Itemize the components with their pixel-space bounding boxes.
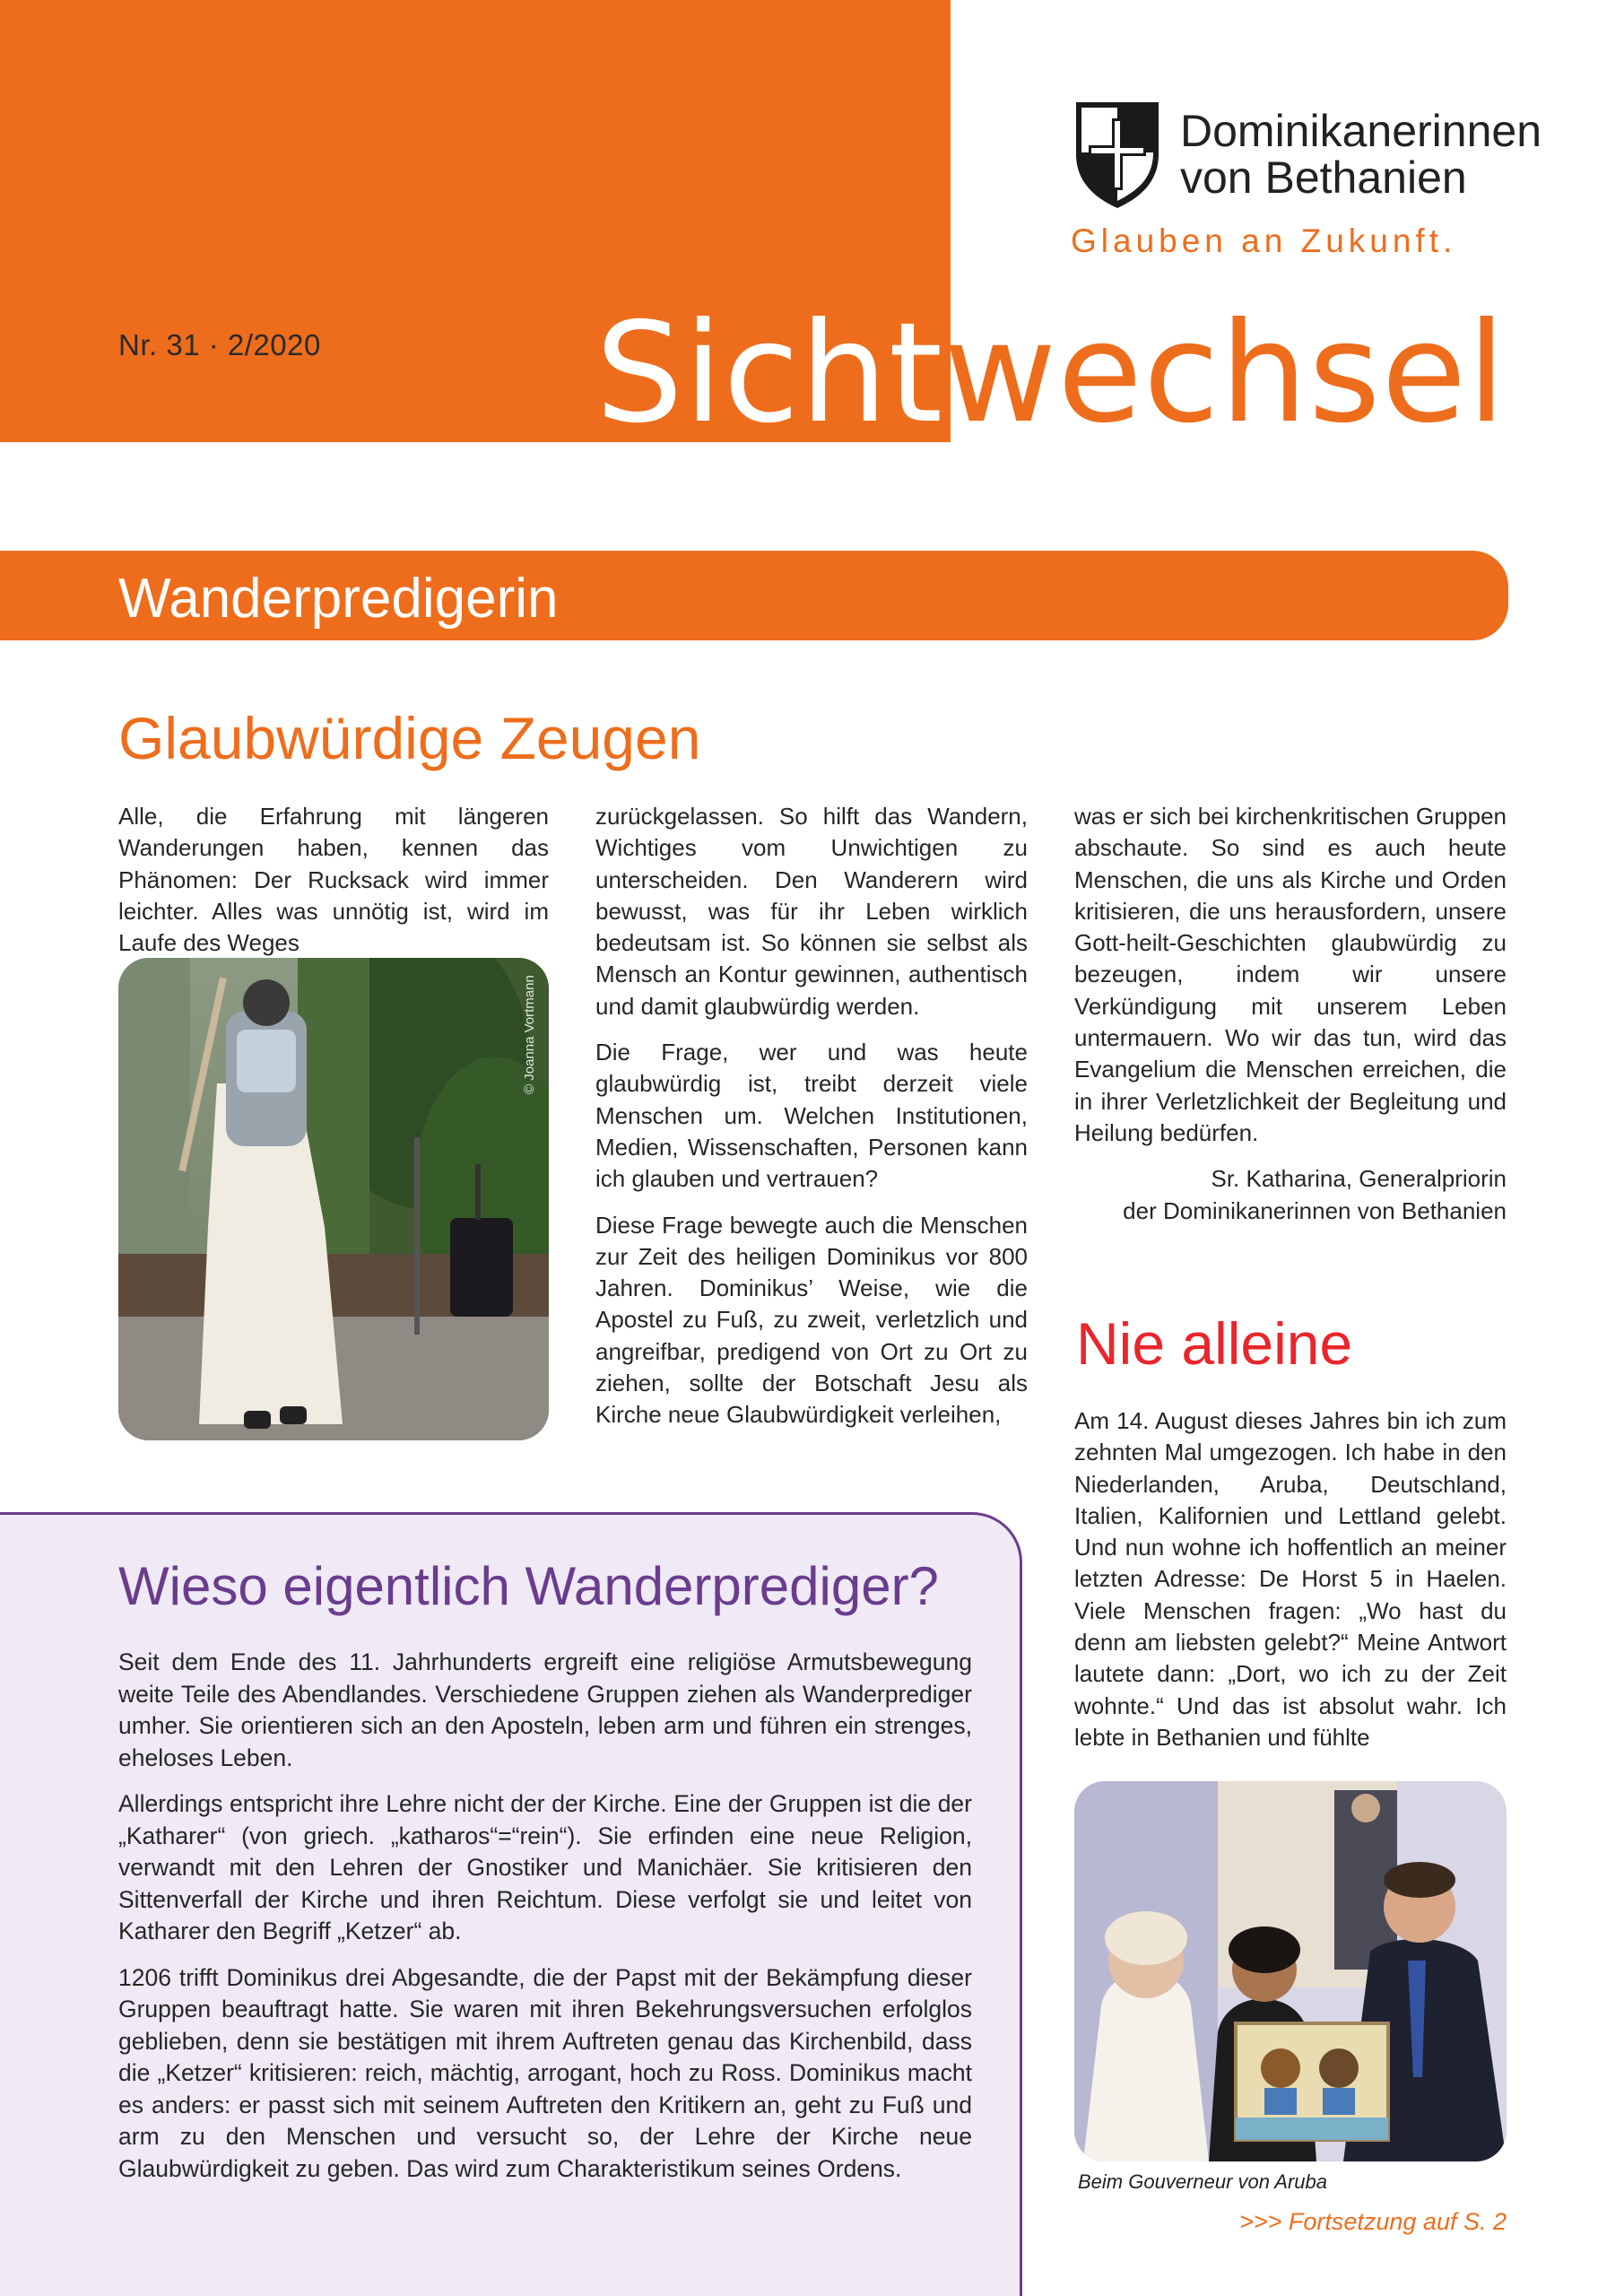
article-headline-wieso-wanderprediger: Wieso eigentlich Wanderprediger? — [118, 1556, 939, 1616]
article3-paragraph-2: Allerdings entspricht ihre Lehre nicht der der Kirche. Eine der Gruppen ist die der „Katharer“ (von griech. „katharos“=“rein“). Sie erfinden eine neue Religion, verwandt mit den Lehren der Gnostiker und Manichäer. Sie kritisieren den Sittenverfall der Kirche und ihren Reichtum. Diese verfolgt sie und leitet von Katharer den Begriff „Ketzer“ ab. — [118, 1790, 972, 1944]
article1-column-1 — [118, 801, 549, 973]
masthead-title — [595, 293, 1507, 454]
masthead-part-2: wechsel — [943, 293, 1507, 454]
photo-caption: Beim Gouverneur von Aruba — [1078, 2170, 1327, 2193]
article1-col2-paragraph-1: zurückgelassen. So hilft das Wandern, Wichtiges vom Unwichtigen zu unterscheiden. Den Wanderern wird bewusst, was für ihr Leben wirklich bedeutsam ist. So können sie selbst als Mensch an Kontur gewinnen, authentisch und damit glaubwürdig werden. — [595, 803, 1028, 1020]
article2-paragraph: Am 14. August dieses Jahres bin ich zum zehnten Mal umgezogen. Ich habe in den Niederlanden, Aruba, Deutschland, Italien, Kalifornien und Lettland gelebt. Und nun wohne ich hoffentlich an meiner letzten Adresse: De Horst 5 in Haelen. Viele Menschen fragen: „Wo hast du denn am liebsten gelebt?“ Meine Antwort lautete dann: „Dort, wo ich zu der Zeit wohnte.“ Und das ist absolut wahr. Ich lebte in Bethanien und fühlte — [1074, 1407, 1507, 1751]
article1-signature — [1074, 1163, 1507, 1227]
article3-paragraph-3: 1206 trifft Dominikus drei Abgesandte, die der Papst mit der Bekämpfung dieser Gruppen beauftragt hatte. Sie waren mit ihren Bekehrungsversuchen erfolglos geblieben, denn sie bestätigen mit ihrem Auftreten genau das Kirchenbild, dass die „Ketzer“ kritisieren: reich, mächtig, arrogant, hoch zu Ross. Dominikus macht es anders: er passt sich mit seinem Auftreten den Kritikern an, geht zu Fuß und arm zu den Menschen und versucht so, der Lehre der Kirche neue Glaubwürdigkeit zu geben. Das wird zum Charakteristikum seines Ordens. — [118, 1963, 972, 2182]
article1-col1-paragraph: Alle, die Erfahrung mit längeren Wanderungen haben, kennen das Phänomen: Der Rucksack wird immer leichter. Alles was unnötig ist, wird im Laufe des Weges — [118, 803, 549, 957]
signature-line-2: der Dominikanerinnen von Bethanien — [1123, 1196, 1507, 1224]
photo-governor-aruba — [1074, 1781, 1507, 2161]
slogan: Glauben an Zukunft. — [1071, 222, 1457, 259]
article1-column-2 — [595, 801, 1028, 1446]
org-name-line-2: von Bethanien — [1180, 152, 1467, 203]
article1-column-3 — [1074, 801, 1507, 1227]
continued-link: >>> Fortsetzung auf S. 2 — [1239, 2208, 1507, 2235]
article1-col3-paragraph: was er sich bei kirchenkritischen Gruppen abschaute. So sind es auch heute Menschen, die uns als Kirche und Orden kritisieren, die uns herausfordern, unsere Gott-heilt-Geschichten glaubwürdig zu bezeugen, indem wir unsere Verkündigung mit unserem Leben untermauern. Wo wir das tun, wird das Evangelium die Menschen erreichen, die in ihrer Verletzlichkeit der Begleitung und Heilung bedürfen. — [1074, 803, 1507, 1146]
issue-number: Nr. 31 · 2/2020 — [118, 328, 321, 361]
article2-column — [1074, 1405, 1507, 1768]
article-headline-glaubwuerdige-zeugen: Glaubwürdige Zeugen — [118, 705, 701, 771]
article1-col2-paragraph-3: Diese Frage bewegte auch die Menschen zur Zeit des heiligen Dominikus vor 800 Jahren. Dominikus’ Weise, wie die Apostel zu Fuß, zu zweit, verletzlich und angreifbar, predigend von Ort zu Ort zu ziehen, sollte der Botschaft Jesu als Kirche neue Glaubwürdigkeit verleihen, — [595, 1211, 1028, 1429]
section-title: Wanderpredigerin — [118, 568, 559, 630]
dominican-shield-icon — [1073, 99, 1162, 212]
photo-wandering-nun — [118, 958, 549, 1440]
org-name-line-1: Dominikanerinnen — [1180, 106, 1542, 156]
signature-line-1: Sr. Katharina, Generalpriorin — [1211, 1165, 1507, 1193]
article-headline-nie-alleine: Nie alleine — [1076, 1310, 1353, 1377]
article1-col2-paragraph-2: Die Frage, wer und was heute glaubwürdig ist, treibt derzeit viele Menschen um. Welchen Institutionen, Medien, Wissenschaften, Personen kann ich glauben und vertrauen? — [595, 1039, 1028, 1193]
photo-credit: © Joanna Vortmann — [522, 975, 537, 1094]
article3-paragraph-1: Seit dem Ende des 11. Jahrhunderts ergreift eine religiöse Armutsbewegung weite Teile des Abendlandes. Verschiedene Gruppen ziehen als Wanderprediger umher. Sie orientieren sich an den Aposteln, leben arm und führen ein strenges, eheloses Leben. — [118, 1648, 972, 1771]
article3-body — [118, 1647, 972, 2199]
organization-name — [1180, 108, 1541, 201]
masthead-part-1: Sicht — [595, 293, 944, 454]
